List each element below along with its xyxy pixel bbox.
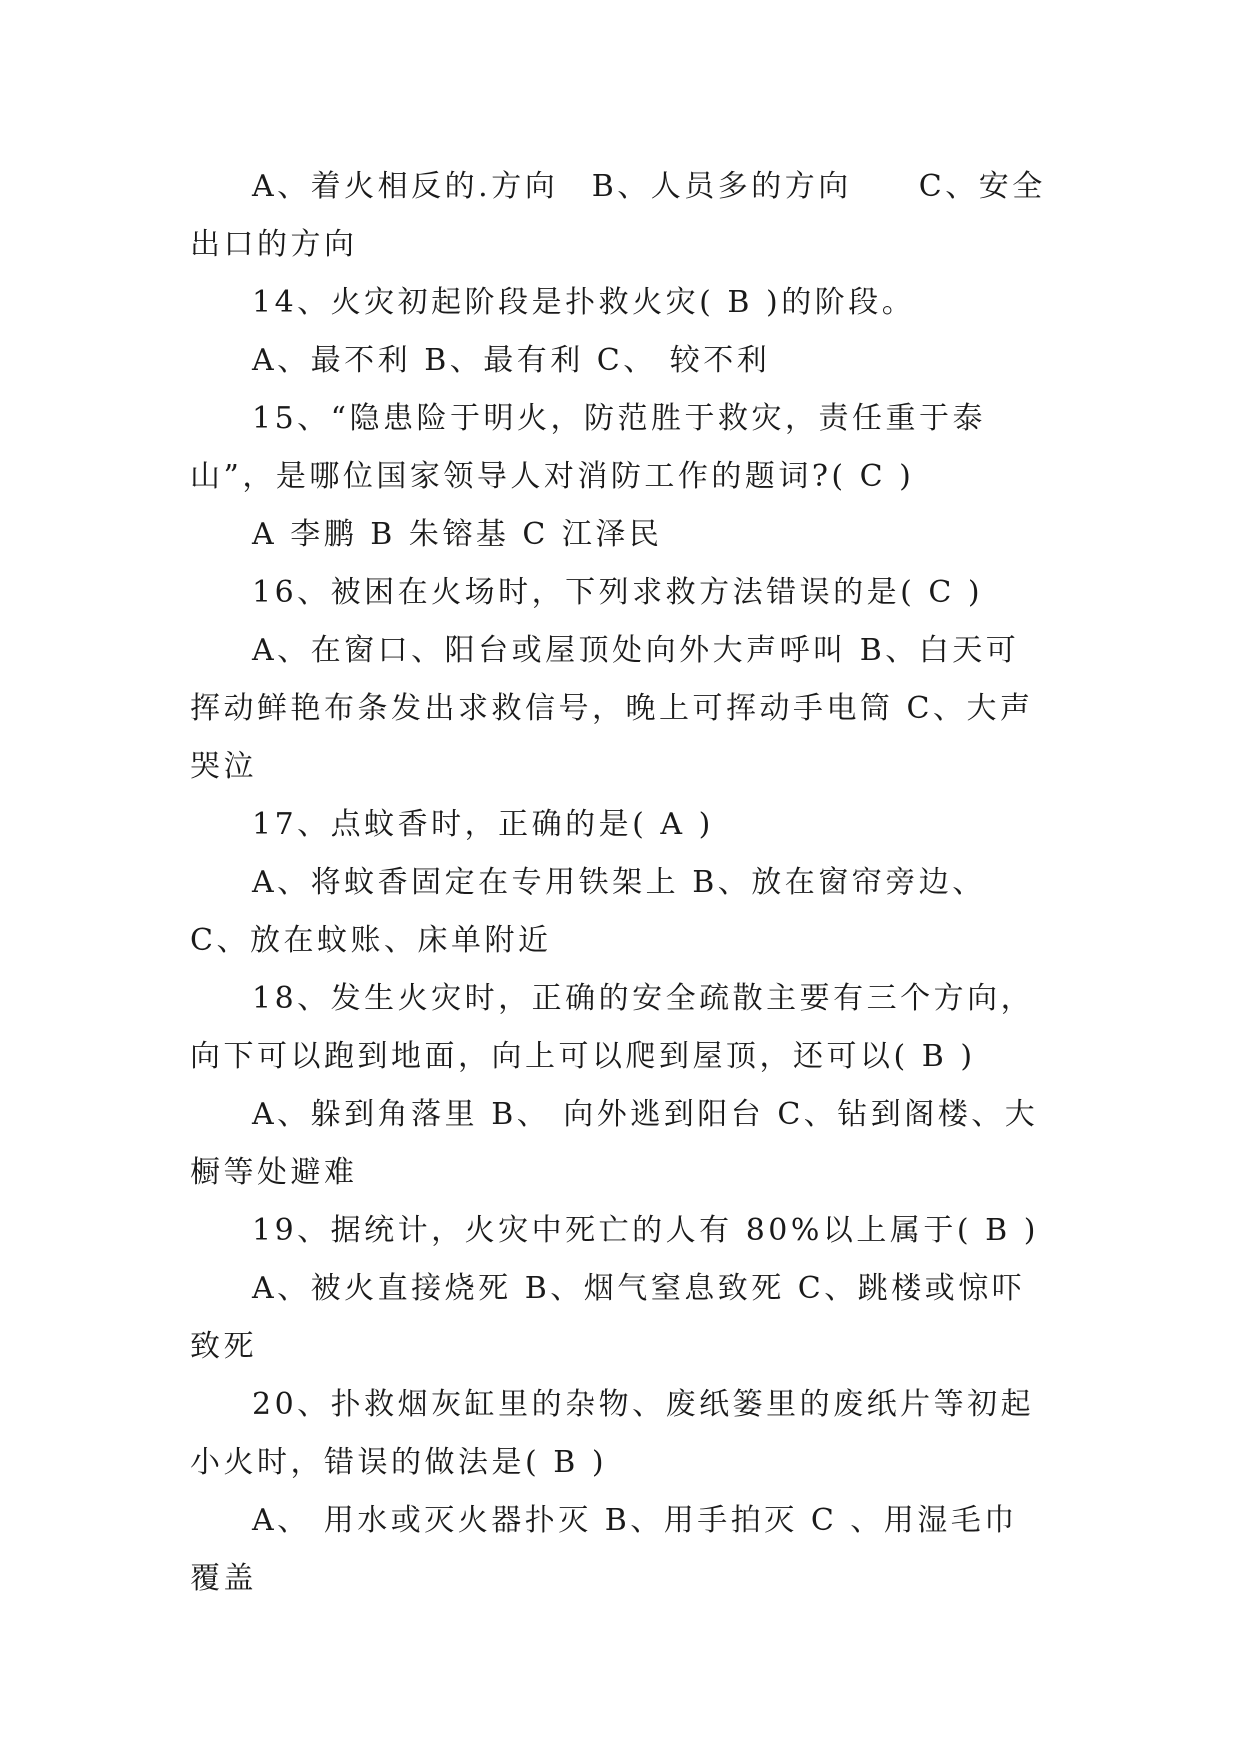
answer-options-17: A、将蚊香固定在专用铁架上 B、放在窗帘旁边、 C、放在蚊账、床单附近 [190, 865, 986, 958]
answer-options-14: A、最不利 B、最有利 C、 较不利 [252, 343, 771, 378]
question-17: 17、点蚊香时，正确的是( A ) [252, 807, 714, 842]
document-body [190, 158, 1050, 1608]
question-16: 16、被困在火场时，下列求救方法错误的是( C ) [252, 575, 984, 610]
answer-options-20: A、 用水或灭火器扑灭 B、用手拍灭 C 、用湿毛巾覆盖 [190, 1503, 1018, 1596]
answer-options-13: A、着火相反的.方向 B、人员多的方向 C、安全出口的方向 [190, 169, 1046, 262]
answer-options-16: A、在窗口、阳台或屋顶处向外大声呼叫 B、白天可挥动鲜艳布条发出求救信号，晚上可挥动手电筒 C、大声哭泣 [190, 633, 1034, 784]
question-20: 20、扑救烟灰缸里的杂物、废纸篓里的废纸片等初起小火时，错误的做法是( B ) [190, 1387, 1035, 1480]
answer-options-15: A 李鹏 B 朱镕基 C 江泽民 [252, 517, 663, 552]
question-14: 14、火灾初起阶段是扑救火灾( B )的阶段。 [252, 285, 916, 320]
question-19: 19、据统计，火灾中死亡的人有 80%以上属于( B ) [252, 1213, 1039, 1248]
question-15: 15、“隐患险于明火，防范胜于救灾，责任重于泰山”，是哪位国家领导人对消防工作的题词?( C ) [190, 401, 987, 494]
question-18: 18、发生火灾时，正确的安全疏散主要有三个方向，向下可以跑到地面，向上可以爬到屋顶，还可以( B ) [190, 981, 1035, 1074]
answer-options-18: A、躲到角落里 B、 向外逃到阳台 C、钻到阁楼、大橱等处避难 [190, 1097, 1039, 1190]
answer-options-19: A、被火直接烧死 B、烟气窒息致死 C、跳楼或惊吓致死 [190, 1271, 1026, 1364]
